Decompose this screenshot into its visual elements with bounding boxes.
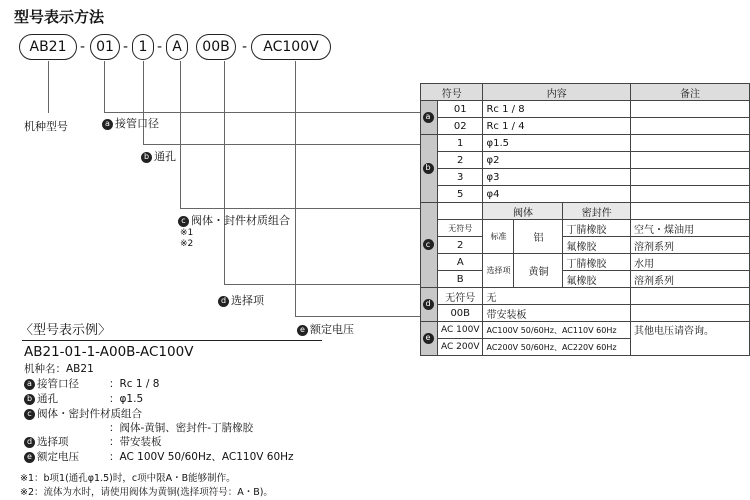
body-aluminum: 铝 <box>514 220 563 254</box>
table-cell: 溶剂系列 <box>631 237 750 254</box>
table-cell: 2 <box>438 152 483 169</box>
d-marker-icon: d <box>423 299 434 310</box>
footnote-1: ※1：b项1(通孔φ1.5)时，c项中限A・B能够制作。 <box>20 473 236 484</box>
footnote-2: ※2：流体为水时，请使用阀体为黄铜(选择项符号：A・B)。 <box>20 487 273 498</box>
table-cell <box>631 135 750 152</box>
example-line: c 阀体・密封件材质组合 <box>24 406 142 421</box>
symbol-c <box>421 203 438 288</box>
table-cell: φ2 <box>483 152 631 169</box>
table-cell: AC200V 50/60Hz、AC220V 60Hz <box>483 339 631 356</box>
table-cell: 丁腈橡胶 <box>563 254 631 271</box>
separator: - <box>242 39 248 55</box>
table-cell: 01 <box>438 101 483 118</box>
table-cell: AC 100V <box>438 322 483 339</box>
connector-d <box>224 284 420 285</box>
standard-label: 标准 <box>483 220 514 254</box>
e-marker-icon: e <box>24 452 35 463</box>
d-marker-icon: d <box>218 296 229 307</box>
body-brass: 黄铜 <box>514 254 563 288</box>
table-cell: 无 <box>483 288 631 305</box>
b-marker-icon: b <box>24 394 35 405</box>
c-marker-icon: c <box>178 216 189 227</box>
symbol-e <box>421 322 438 356</box>
table-cell: 无符号 <box>438 220 483 237</box>
sub-header-seal: 密封件 <box>563 203 631 220</box>
separator: - <box>157 39 163 55</box>
separator: - <box>80 39 86 55</box>
a-marker-icon: a <box>102 119 113 130</box>
note1-mark: ※1 <box>180 228 194 238</box>
table-cell: 1 <box>438 135 483 152</box>
table-cell: 5 <box>438 186 483 203</box>
table-cell: 水用 <box>631 254 750 271</box>
example-line: 机种名：AB21 <box>24 363 94 375</box>
table-cell: B <box>438 271 483 288</box>
connector-b <box>143 144 420 145</box>
symbol-b <box>421 135 438 203</box>
table-cell: φ4 <box>483 186 631 203</box>
e-remark: 其他电压请咨询。 <box>631 322 750 356</box>
table-cell: 00B <box>438 305 483 322</box>
table-cell: 无符号 <box>438 288 483 305</box>
example-line: d 选择项 ：带安装板 <box>24 434 69 449</box>
table-cell: 3 <box>438 169 483 186</box>
header-symbol: 符号 <box>421 84 483 101</box>
table-cell <box>631 101 750 118</box>
label-e: e 额定电压 <box>297 321 354 337</box>
table-cell <box>438 203 483 220</box>
example-model: AB21-01-1-A00B-AC100V <box>24 344 194 360</box>
option-label: 选择项 <box>483 254 514 288</box>
example-heading: 〈型号表示例〉 <box>20 323 112 338</box>
e-marker-icon: e <box>297 325 308 336</box>
connector-c <box>180 208 420 209</box>
symbol-a <box>421 101 438 135</box>
table-cell: Rc 1 / 4 <box>483 118 631 135</box>
table-cell <box>631 169 750 186</box>
connector-c <box>180 61 181 209</box>
d-marker-icon: d <box>24 437 35 448</box>
table-cell: 2 <box>438 237 483 254</box>
label-c: c 阀体・封件材质组合 <box>178 212 290 228</box>
table-cell: 丁腈橡胶 <box>563 220 631 237</box>
separator: - <box>123 39 129 55</box>
example-line: ：阀体-黄铜、密封件-丁腈橡胶 <box>109 422 254 434</box>
table-cell <box>631 152 750 169</box>
header-content: 内容 <box>483 84 631 101</box>
connector-e <box>295 316 420 317</box>
b-marker-icon: b <box>141 152 152 163</box>
connector-b <box>143 61 144 145</box>
example-line: a 接管口径 ：Rc 1 / 8 <box>24 376 79 391</box>
table-cell: 02 <box>438 118 483 135</box>
header-remarks: 备注 <box>631 84 750 101</box>
a-marker-icon: a <box>24 379 35 390</box>
table-cell <box>631 118 750 135</box>
c-marker-icon: c <box>423 239 434 250</box>
code-part-d: 00B <box>196 34 236 60</box>
table-cell <box>631 305 750 322</box>
connector-a <box>104 112 420 113</box>
connector-model <box>48 61 49 113</box>
example-line: b 通孔 ：φ1.5 <box>24 391 58 406</box>
table-cell: 溶剂系列 <box>631 271 750 288</box>
label-a: a 接管口径 <box>102 115 159 131</box>
e-marker-icon: e <box>423 333 434 344</box>
b-marker-icon: b <box>423 163 434 174</box>
connector-d <box>224 61 225 285</box>
table-cell <box>631 288 750 305</box>
table-cell: 带安装板 <box>483 305 631 322</box>
table-cell: 氟橡胶 <box>563 237 631 254</box>
code-part-model: AB21 <box>19 34 77 60</box>
example-line: e 额定电压 ：AC 100V 50/60Hz、AC110V 60Hz <box>24 449 79 464</box>
table-cell: 氟橡胶 <box>563 271 631 288</box>
page-title: 型号表示方法 <box>14 8 105 26</box>
divider <box>22 340 322 341</box>
table-cell: φ1.5 <box>483 135 631 152</box>
connector-a <box>104 61 105 113</box>
table-cell: A <box>438 254 483 271</box>
note2-mark: ※2 <box>180 239 194 249</box>
code-part-c: A <box>166 34 188 60</box>
code-part-e: AC100V <box>251 34 331 60</box>
label-b: b 通孔 <box>141 148 176 164</box>
a-marker-icon: a <box>423 112 434 123</box>
table-cell <box>631 186 750 203</box>
table-cell: φ3 <box>483 169 631 186</box>
table-cell: AC 200V <box>438 339 483 356</box>
symbol-d <box>421 288 438 322</box>
table-cell: AC100V 50/60Hz、AC110V 60Hz <box>483 322 631 339</box>
table-cell: Rc 1 / 8 <box>483 101 631 118</box>
spec-table <box>420 83 750 356</box>
code-part-b: 1 <box>132 34 154 60</box>
connector-e <box>295 61 296 317</box>
label-model: 机种型号 <box>24 120 68 133</box>
code-part-a: 01 <box>90 34 120 60</box>
sub-header-body: 阀体 <box>483 203 563 220</box>
table-cell: 空气・煤油用 <box>631 220 750 237</box>
table-cell <box>631 203 750 220</box>
label-d: d 选择项 <box>218 292 264 308</box>
c-marker-icon: c <box>24 409 35 420</box>
